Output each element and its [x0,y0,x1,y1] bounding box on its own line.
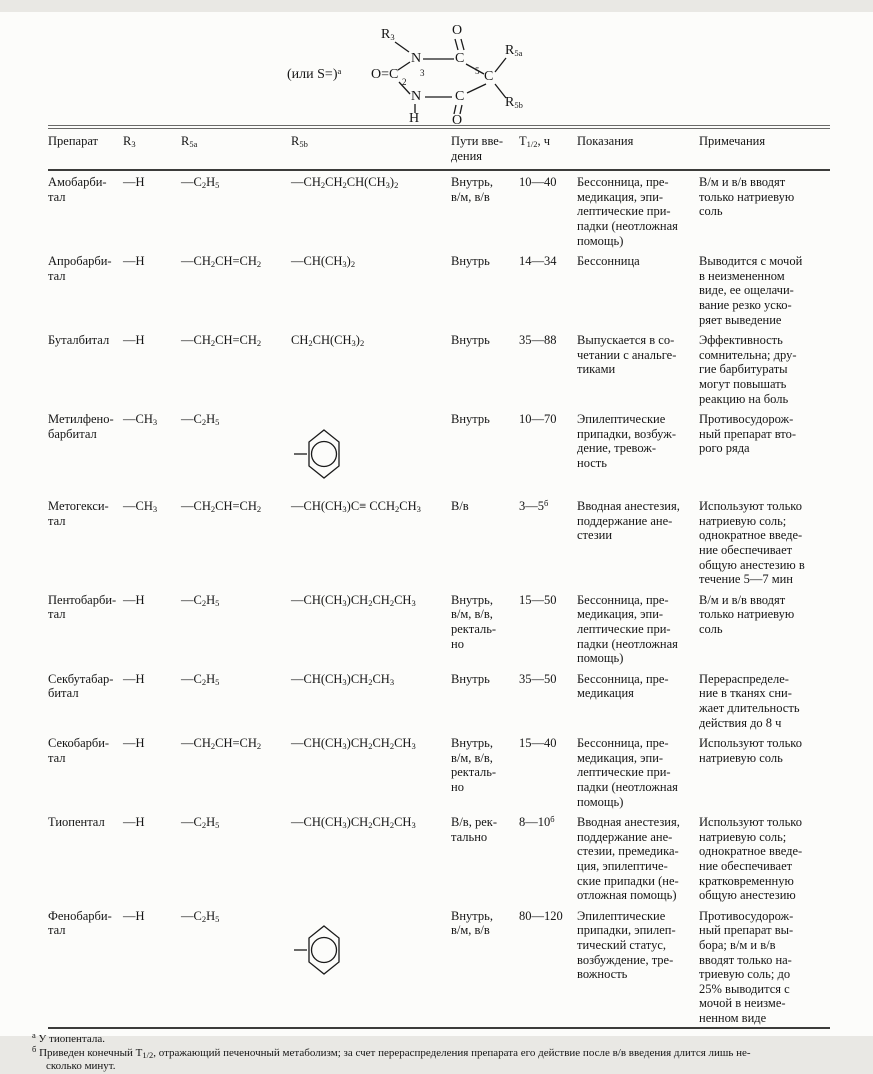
cell-r5a: $—CH_2CH=CH_2$ [181,736,262,752]
cell-r5b: $—CH(CH_3)CH_2CH_2CH_3$ [291,736,416,752]
cell-route: Внутрь, в/м, в/в, ректаль- но [451,592,497,651]
cell-route: Внутрь, в/м, в/в, ректаль- но [451,736,497,794]
cell-half-life: 80—120 [519,908,563,923]
c2-carbonyl-label: O=C [371,67,399,82]
footnote-b: $^б$ Приведен конечный $T_{1/2}$, отражающий печеночный метаболизм; за счет перераспределения препарата его действие после в/в введения длится лишь не- сколько минут. [32,1043,751,1073]
cell-half-life: 10—40 [519,175,557,190]
cell-r5a: $—CH_2CH=CH_2$ [181,333,262,349]
cell-drug: Фенобарби- тал [48,908,112,938]
table-row [48,732,830,811]
cell-notes: Эффективность сомнительна; дру- гие барбитураты могут повышать реакцию на боль [699,333,797,406]
cell-half-life: 15—50 [519,592,557,607]
cell-notes: Противосудорож- ный препарат вто- рого ряда [699,412,796,456]
cell-r5b: $—CH(CH_3)CH_2CH_2CH_3$ [291,592,416,608]
cell-drug: Метогекси- тал [48,499,109,528]
cell-drug: Амобарби- тал [48,175,107,204]
cell-route: В/в [451,499,469,514]
cell-r3: —H [123,175,145,190]
cell-r5a: $—C_2H_5$ [181,815,220,831]
table-header-row [48,127,830,170]
ring-number-5: 5 [475,66,480,76]
atom-c-bottom: C [455,89,465,104]
cell-notes: Выводится с мочой в неизмененном виде, ее ощелачи- вание резко уско- ряет выведение [699,254,803,327]
table-row [48,905,830,1029]
atom-n-top: N [411,51,422,66]
ring-number-3: 3 [420,68,425,78]
cell-r5a: $—C_2H_5$ [181,908,220,924]
cell-indications: Выпускается в со- четании с анальге- тиками [577,333,677,377]
cell-route: Внутрь [451,671,490,686]
cell-drug: Пентобарби- тал [48,592,117,622]
cell-r5b: $—CH_2CH_2CH(CH_3)_2$ [291,175,399,191]
table-row [48,170,830,250]
cell-half-life: 35—50 [519,671,557,686]
cell-indications: Эпилептические припадки, возбуж- дение, тревож- ность [577,412,677,470]
cell-r5b: $—CH(CH_3)CH_2CH_2CH_3$ [291,815,416,831]
cell-r3: $—CH_3$ [123,499,158,515]
cell-indications: Бессонница, пре- медикация [577,671,669,701]
cell-indications: Эпилептические припадки, эпилеп- тический статус, возбуждение, тре- вожность [577,908,676,982]
barbiturates-table [48,125,830,1029]
cell-r5a: $—CH_2CH=CH_2$ [181,254,262,270]
cell-r3: —H [123,254,145,269]
cell-r3: —H [123,736,145,751]
cell-notes: Используют только натриевую соль [699,736,802,765]
cell-indications: Бессонница [577,254,640,269]
cell-half-life: $3—5^б$ [519,498,549,514]
table-row [48,408,830,495]
cell-drug: Секбутабар- битал [48,671,114,701]
atom-o-top: O [452,23,463,38]
scanned-page [0,12,873,1073]
atom-c-top: C [455,51,465,66]
cell-half-life: 14—34 [519,254,557,269]
cell-notes: Используют только натриевую соль; однократное введе- ние обеспечивает кратковременную общую анестезию [699,815,803,903]
thio-variant-label: (или S=)$^а$ [287,66,342,82]
benzene-ring-icon [293,429,345,479]
atom-h: H [409,111,420,126]
barbiturate-structure [283,12,603,128]
column-header-half-life: $T_{1/2}$, ч [519,127,577,170]
column-header-r5b: $R_{5b}$ [291,127,451,170]
cell-notes: Перераспределе- ние в тканях сни- жает длительность действия до 8 ч [699,671,800,730]
cell-notes: В/м и в/в вводят только натриевую соль [699,175,795,219]
cell-r3: —H [123,815,145,830]
atom-o-bottom: O [452,113,463,128]
cell-r5b: $CH_2CH(CH_3)_2$ [291,333,365,349]
cell-half-life: 35—88 [519,333,557,348]
cell-drug: Метилфено- барбитал [48,412,114,441]
table-row [48,329,830,408]
column-header-r3: $R_3$ [123,127,181,170]
cell-r3: $—CH_3$ [123,412,158,428]
atom-n-bottom: N [411,89,422,104]
cell-r3: —H [123,671,145,686]
cell-indications: Бессонница, пре- медикация, эпи- лептические при- падки (неотложная помощь) [577,175,678,248]
cell-r5a: $—CH_2CH=CH_2$ [181,499,262,515]
cell-notes: Противосудорож- ный препарат вы- бора; в/м и в/в вводят только на- триевую соль; до 25% выводится с мочой в неизме- ненном виде [699,908,794,1025]
cell-route: В/в, рек- тально [451,815,497,844]
column-header-drug: Препарат [48,127,123,170]
cell-route: Внутрь [451,333,490,348]
cell-indications: Вводная анестезия, поддержание ане- стезии, премедика- ция, эпилептиче- ские припадки (не- отложная помощь) [577,815,680,903]
substituent-r3-label: $R_3$ [381,27,395,42]
ring-number-2: 2 [402,77,407,87]
cell-r3: —H [123,592,145,607]
cell-r5b: $—CH(CH_3)C\equiv CCH_2CH_3$ [291,499,421,515]
cell-notes: Используют только натриевую соль; однократное введе- ние обеспечивает общую анестезию в течение 5—7 мин [699,499,805,587]
cell-notes: В/м и в/в вводят только натриевую соль [699,592,795,637]
cell-r5a: $—C_2H_5$ [181,592,220,608]
cell-r3: —H [123,908,145,923]
table-row [48,668,830,732]
cell-r3: —H [123,333,145,348]
cell-r5b [291,905,451,1029]
table-row [48,811,830,905]
cell-indications: Вводная анестезия, поддержание ане- стезии [577,499,680,543]
substituent-r5a-label: $R_{5a}$ [505,43,523,58]
cell-indications: Бессонница, пре- медикация, эпи- лептические при- падки (неотложная помощь) [577,736,678,809]
cell-r5b: $—CH(CH_3)CH_2CH_3$ [291,671,395,687]
table-row [48,250,830,329]
cell-route: Внутрь, в/м, в/в [451,908,493,938]
column-header-route: Пути вве- дения [451,127,519,170]
benzene-ring-icon [293,925,345,975]
cell-drug: Тиопентал [48,815,105,830]
column-header-indications: Показания [577,127,699,170]
cell-r5b [291,408,451,495]
cell-route: Внутрь [451,254,490,269]
substituent-r5b-label: $R_{5b}$ [505,95,523,110]
cell-r5a: $—C_2H_5$ [181,175,220,191]
cell-indications: Бессонница, пре- медикация, эпи- лептические при- падки (неотложная помощь) [577,592,678,666]
column-header-r5a: $R_{5a}$ [181,127,291,170]
cell-r5a: $—C_2H_5$ [181,671,220,687]
cell-route: Внутрь, в/м, в/в [451,175,493,204]
cell-drug: Апробарби- тал [48,254,112,283]
cell-half-life: $8—10^б$ [519,814,555,830]
footnotes-block [28,1030,834,1074]
cell-r5a: $—C_2H_5$ [181,412,220,428]
cell-half-life: 15—40 [519,736,557,751]
cell-drug: Секобарби- тал [48,736,110,765]
cell-half-life: 10—70 [519,412,557,427]
column-header-notes: Примечания [699,127,830,170]
atom-c5: C [484,69,494,84]
cell-r5b: $—CH(CH_3)_2$ [291,254,356,270]
cell-drug: Буталбитал [48,333,110,348]
table-row [48,495,830,589]
table-row [48,589,830,668]
footnote-a: $^а$ У тиопентала. [32,1030,105,1046]
cell-route: Внутрь [451,412,490,427]
